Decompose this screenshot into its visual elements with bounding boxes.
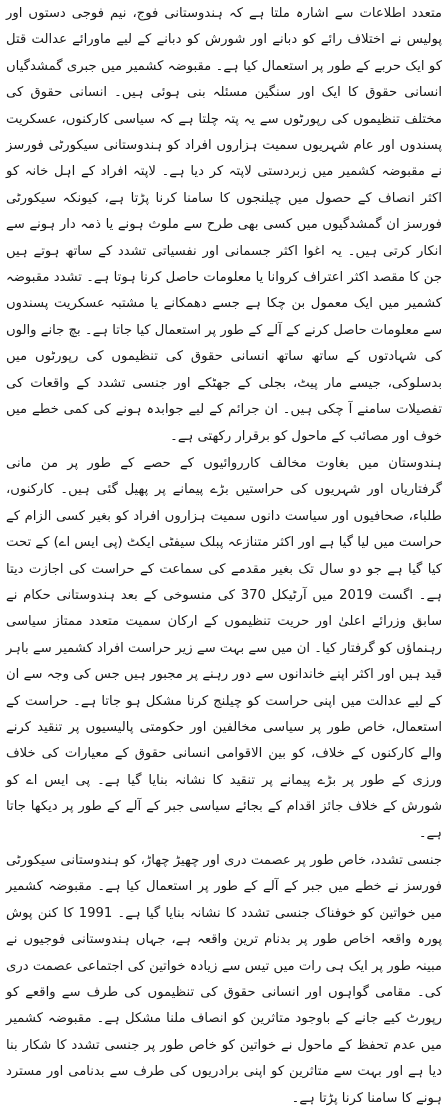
paragraph-extrajudicial-killings-disappearances-torture: متعدد اطلاعات سے اشارہ ملتا ہے کہ ہندوستانی فوج، نیم فوجی دستوں اور پولیس نے اختلاف رائے کو دبانے اور شورش کو دبانے کے لیے ماورائے عدالت قتل کو ایک حربے کے طور پر استعمال کیا ہے۔ مقبوضہ کشمیر میں جبری گمشدگیاں انسانی حقوق کا ایک اور سنگین مسئلہ بنی ہوئی ہیں۔ انسانی حقوق کی مختلف تنظیموں کی رپورٹوں سے یہ پتہ چلتا ہے کہ سیاسی کارکنوں، عسکریت پسندوں اور عام شہریوں سمیت ہزاروں افراد کو ہندوستانی سیکورٹی فورسز نے مقبوضہ کشمیر میں زبردستی لاپتہ کر دیا ہے۔ لاپتہ افراد کے اہل خانہ کو اکثر انصاف کے حصول میں چیلنجوں کا سامنا کرنا پڑتا ہے، کیونکہ سیکورٹی فورسز ان گمشدگیوں میں کسی بھی طرح سے ملوث ہونے یا ذمہ دار ہونے سے انکار کرتی ہیں۔ یہ اغوا اکثر جسمانی اور نفسیاتی تشدد کے ساتھ ہوتے ہیں جن کا مقصد اکثر اعتراف کروانا یا معلومات حاصل کرنا ہوتا ہے۔ تشدد مقبوضہ کشمیر میں ایک معمول بن چکا ہے جسے دھمکانے یا مشتبہ عسکریت پسندوں سے معلومات حاصل کرنے کے آلے کے طور پر استعمال کیا جاتا ہے۔ بچ جانے والوں کی شہادتوں کے ساتھ ساتھ انسانی حقوق کی تنظیموں کی رپورٹوں میں بدسلوکی، جیسے مار پیٹ، بجلی کے جھٹکے اور جنسی تشدد کے واقعات کی تفصیلات سامنے آ چکی ہیں۔ ان جرائم کے لیے جوابدہ ہونے کی کمی خطے میں خوف اور مصائب کے ماحول کو برقرار رکھتی ہے۔ — [6, 6, 442, 444]
paragraph-arbitrary-detentions: ہندوستان میں بغاوت مخالف کارروائیوں کے حصے کے طور پر من مانی گرفتاریاں اور شہریوں کی حراستیں بڑے پیمانے پر پھیل گئی ہیں۔ کارکنوں، طلباء، صحافیوں اور سیاست دانوں سمیت ہزاروں افراد کو بغیر کسی الزام کے حراست میں لیا گیا ہے اور اکثر متنازعہ پبلک سیفٹی ایکٹ (پی ایس اے) کے تحت کیا گیا ہے جو دو سال تک بغیر مقدمے کی سماعت کے حراست کی اجازت دیتا ہے۔ اگست 2019 میں آرٹیکل 370 کی منسوخی کے بعد ہندوستانی حکام نے سابق وزرائے اعلیٰ اور حریت تنظیموں کے ارکان سمیت متعدد ممتاز سیاسی رہنماؤں کو گرفتار کیا۔ ان میں سے بہت سے زیر حراست افراد کشمیر سے باہر قید ہیں اور اکثر اپنے خاندانوں سے دور رہنے پر مجبور ہیں جس کی وجہ سے ان کے لیے عدالت میں اپنی حراست کو چیلنج کرنا مشکل ہو جاتا ہے۔ حراست کے استعمال، خاص طور پر سیاسی مخالفین اور حکومتی پالیسیوں پر تنقید کرنے والے کارکنوں کے خلاف، کو بین الاقوامی انسانی حقوق کے معیارات کی خلاف ورزی کے طور پر بڑے پیمانے پر تنقید کا نشانہ بنایا گیا ہے۔ پی ایس اے کو شورش کے خلاف جائز اقدام کے بجائے سیاسی جبر کے آلے کے طور پر دیکھا جاتا ہے۔ — [6, 455, 442, 841]
paragraph-sexual-violence: جنسی تشدد، خاص طور پر عصمت دری اور چھیڑ چھاڑ، کو ہندوستانی سیکورٹی فورسز نے خطے میں جبر کے آلے کے طور پر استعمال کیا ہے۔ مقبوضہ کشمیر میں خواتین کو خوفناک جنسی تشدد کا نشانہ بنایا گیا ہے۔ 1991 کا کنن پوش پورہ واقعہ اخاص طور پر بدنام ترین واقعہ ہے، جہاں ہندوستانی فوجیوں نے مبینہ طور پر ایک ہی رات میں تیس سے زیادہ خواتین کی اجتماعی عصمت دری کی۔ مقامی گواہوں اور انسانی حقوق کی تنظیموں کی طرف سے واقعے کو رپورٹ کیے جانے کے باوجود متاثرین کو انصاف ملنا مشکل ہے۔ مقبوضہ کشمیر میں عدم تحفظ کے ماحول نے خواتین کو خاص طور پر جنسی تشدد کا شکار بنا دیا ہے اور بہت سے متاثرین کو اپنی برادریوں کی طرف سے بدنامی اور مسترد ہونے کا سامنا کرنا پڑتا ہے۔ — [6, 853, 443, 1106]
